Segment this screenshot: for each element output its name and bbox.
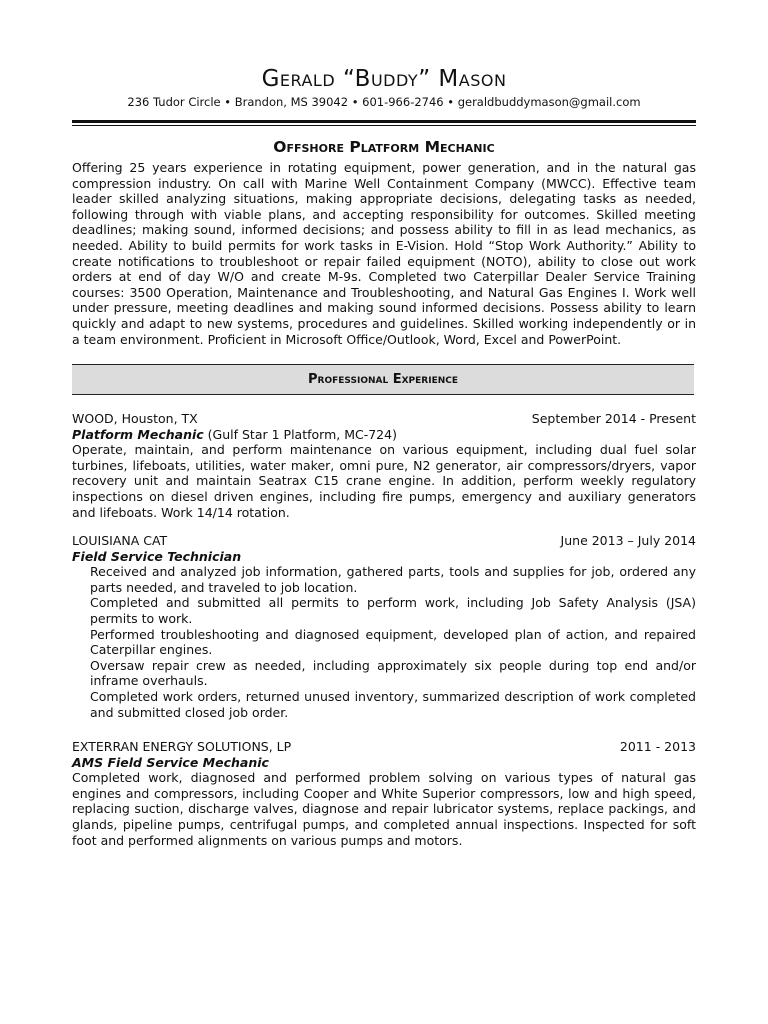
- job-header: [72, 533, 696, 549]
- section-heading-experience: Professional Experience: [72, 364, 694, 395]
- job-duties-list: [72, 564, 696, 720]
- job-title: Platform Mechanic: [72, 426, 204, 442]
- professional-headline: Offshore Platform Mechanic: [273, 138, 495, 156]
- job-entry-wood: [72, 411, 696, 520]
- candidate-name: Gerald “Buddy” Mason: [261, 66, 507, 92]
- duty-item: Oversaw repair crew as needed, including approximately six people during top end and/or inframe overhauls.: [90, 657, 696, 689]
- job-dates: June 2013 – July 2014: [560, 533, 696, 548]
- header-rule-thick: [72, 120, 696, 123]
- job-header: [72, 411, 696, 427]
- job-company: EXTERRAN ENERGY SOLUTIONS, LP: [72, 739, 292, 754]
- duty-item: Performed troubleshooting and diagnosed equipment, developed plan of action, and repaired Caterpillar engines.: [90, 626, 696, 658]
- job-dates: 2011 - 2013: [619, 739, 696, 754]
- contact-line: 236 Tudor Circle • Brandon, MS 39042 • 601-966-2746 • geraldbuddymason@gmail.com: [127, 95, 641, 109]
- job-header: [72, 739, 696, 755]
- job-description: Completed work, diagnosed and performed problem solving on various types of natural gas engines and compressors, including Cooper and White Superior compressors, low and high speed, replacing suction, discharge valves, diagnose and repair lubricator systems, replace packings, and glands, pipeline pumps, centrifugal pumps, and completed annual inspections. Inspected for soft foot and performed alignments on various pumps and motors.: [72, 770, 696, 848]
- job-entry-louisiana-cat: [72, 533, 696, 720]
- job-description: Operate, maintain, and perform maintenance on various equipment, including dual fuel solar turbines, lifeboats, utilities, water maker, omni pure, N2 generator, air compressors/dryers, vapor recovery unit and maintain Seatrax C15 crane engine. In addition, perform weekly regulatory inspections on diesel driven engines, including fire pumps, emergency and auxiliary generators and lifeboats. Work 14/14 rotation.: [72, 442, 696, 520]
- job-company: WOOD, Houston, TX: [72, 411, 198, 426]
- job-title-line: [72, 427, 696, 443]
- duty-item: Received and analyzed job information, gathered parts, tools and supplies for job, ordered any parts needed, and traveled to job location.: [90, 564, 696, 595]
- professional-summary: Offering 25 years experience in rotating equipment, power generation, and in the natural gas compression industry. On call with Marine Well Containment Company (MWCC). Effective team leader skilled analyzing situations, making appropriate decisions, delegating tasks as needed, following through with viable plans, and accepting responsibility for outcomes. Skilled meeting deadlines; making sound, informed decisions; and possess ability to fill in as lead mechanics, as needed. Ability to build permits for work tasks in E-Vision. Hold “Stop Work Authority.” Ability to create notifications to troubleshoot or repair failed equipment (NOTO), ability to close out work orders at end of day W/O and create M-9s. Completed two Caterpillar Dealer Service Training courses: 3500 Operation, Maintenance and Troubleshooting, and Natural Gas Engines I. Work well under pressure, meeting deadlines and making sound informed decisions. Possess ability to learn quickly and adapt to new systems, procedures and guidelines. Skilled working independently or in a team environment. Proficient in Microsoft Office/Outlook, Word, Excel and PowerPoint.: [72, 160, 696, 347]
- duty-item: Completed work orders, returned unused inventory, summarized description of work completed and submitted closed job order.: [90, 688, 696, 720]
- job-dates: September 2014 - Present: [531, 411, 696, 426]
- duty-item: Completed and submitted all permits to perform work, including Job Safety Analysis (JSA) permits to work.: [90, 595, 696, 626]
- job-company: LOUISIANA CAT: [72, 533, 168, 548]
- job-title-note: (Gulf Star 1 Platform, MC-724): [203, 426, 397, 442]
- job-title: Field Service Technician: [72, 548, 242, 564]
- job-entry-exterran: [72, 739, 696, 848]
- header-rule-thin: [72, 125, 696, 126]
- job-title: AMS Field Service Mechanic: [72, 754, 269, 770]
